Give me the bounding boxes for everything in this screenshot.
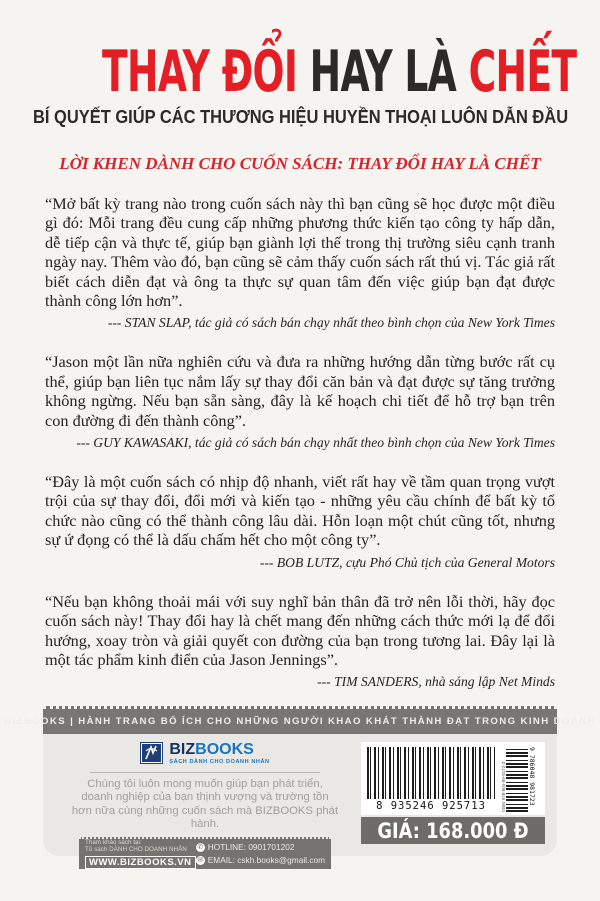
quote-attribution: --- TIM SANDERS, nhà sáng lập Net Minds [317, 674, 555, 690]
barcode-price [361, 742, 545, 856]
quote-block [45, 592, 555, 691]
email-text: EMAIL: cskh.books@gmail.com [207, 855, 325, 865]
book-title-part1: THAY ĐỔI [101, 39, 298, 105]
book-subtitle: BÍ QUYẾT GIÚP CÁC THƯƠNG HIỆU HUYỀN THOẠI LUÔN DẪN ĐẦU [33, 106, 569, 127]
testimonials [45, 194, 555, 690]
bizbooks-wordmark-text [169, 742, 269, 758]
publisher-card [43, 734, 557, 868]
quote-block [45, 194, 555, 331]
quote-text: “Đây là một cuốn sách có nhịp độ nhanh, viết rất hay về tầm quan trọng vượt trội của sự thay đổi, đổi mới và kiến tạo - những yêu cầu chính để bất kỳ tổ chức nào cũng có thể thành công lâu dài. Hỗn loạn một chút cũng tốt, nhưng sự ứ đọng có thể là dấu chấm hết cho một công ty”. [45, 472, 555, 550]
logo-tagline: SÁCH DÀNH CHO DOANH NHÂN [169, 759, 270, 765]
email-icon: ✉ [197, 856, 204, 864]
contact-box [79, 837, 331, 869]
contact-shelf-label: Tủ sách DÀNH CHO DOANH NHÂN [85, 846, 187, 853]
contact-ref-label: Tham khảo sách tại: [85, 838, 142, 846]
hotline-line [196, 842, 325, 852]
publisher-banner [4, 706, 596, 734]
phone-icon: ✆ [197, 843, 204, 851]
logo-books: BOOKS [195, 741, 254, 758]
praise-section-heading: LỜI KHEN DÀNH CHO CUỐN SÁCH: THAY ĐỔI HAY LÀ CHẾT [59, 154, 541, 173]
ean-barcode-bars [367, 747, 495, 799]
isbn-side-bars [506, 747, 528, 812]
divider [90, 772, 320, 773]
publisher-banner-text: BIZBOOKS | HÀNH TRANG BỔ ÍCH CHO NHỮNG NGƯỜI KHAO KHÁT THÀNH ĐẠT TRONG KINH DOANH [4, 716, 596, 727]
publisher-info [55, 741, 355, 868]
price-bar [361, 817, 545, 844]
barcode-box [361, 742, 545, 815]
quote-attribution: --- STAN SLAP, tác giả có sách bán chạy nhất theo bình chọn của New York Times [107, 315, 555, 331]
hotline-text: HOTLINE: 0901701202 [207, 842, 295, 852]
website-link: WWW.BIZBOOKS.VN [85, 856, 196, 869]
book-title-part2: HAY LÀ [309, 39, 457, 105]
quote-text: “Mở bất kỳ trang nào trong cuốn sách này thì bạn cũng sẽ học được một điều gì đó: Mỗi trang đều cung cấp những phương thức kiến tạo công ty hấp dẫn, dễ tiếp cận và thực tế, giúp bạn giành lợi thế trong thị trường siêu cạnh tranh ngày nay. Thêm vào đó, bạn cũng sẽ cảm thấy cuốn sách rất thú vị. Tác giả rất biết cách diễn đạt và ông ta thực sự quan tâm đến việc giúp bạn đạt được thành công lớn hơn”. [45, 194, 555, 311]
isbn-side-label: ISBN 978-604-89-8172-3 [501, 761, 506, 812]
quote-attribution: --- BOB LUTZ, cựu Phó Chủ tịch của General Motors [259, 554, 555, 570]
ean-barcode-digits: 8 935246 925713 [376, 800, 486, 812]
publisher-blurb: Chúng tôi luôn mong muốn giúp bạn phát triển, doanh nghiệp của bạn thịnh vượng và trường tồn hơn nữa cùng những cuốn sách mà BIZBOOKS phát hành. [71, 777, 339, 830]
isbn-side-digits: 9 786048 981723 [528, 747, 536, 806]
book-title-part3: CHẾT [468, 39, 577, 105]
quote-attribution: --- GUY KAWASAKI, tác giả có sách bán chạy nhất theo bình chọn của New York Times [76, 435, 555, 451]
quote-block [45, 472, 555, 571]
ean-barcode [367, 747, 495, 812]
contact-reference [85, 839, 196, 869]
bizbooks-logo [140, 742, 269, 766]
bizbooks-wordmark [169, 742, 269, 766]
logo-biz: BIZ [169, 741, 196, 758]
quote-block [45, 352, 555, 451]
publisher-footer [4, 706, 596, 868]
header [0, 0, 600, 174]
quote-text: “Jason một lần nữa nghiên cứu và đưa ra những hướng dẫn từng bước rất cụ thể, giúp bạn liên tục nắm lấy sự thay đổi căn bản và đạt được sự tăng trưởng không ngừng. Nếu bạn sẵn sàng, đây là kế hoạch chi tiết để hỗ trợ bạn trên con đường đi đến thành công”. [45, 352, 555, 430]
bizbooks-logo-icon [140, 742, 163, 764]
price-text: GIÁ: 168.000 Đ [377, 818, 529, 843]
quote-text: “Nếu bạn không thoải mái với suy nghĩ bản thân đã trở nên lỗi thời, hãy đọc cuốn sách này! Thay đổi hay là chết mang đến những cách thức mới lạ để đổi hướng, xoay tròn và giải quyết con đường của bạn trong tương lai. Đây lại là một tác phẩm kinh điển của Jason Jennings”. [45, 591, 555, 669]
isbn-side-barcode [501, 747, 535, 812]
email-line [196, 855, 325, 865]
book-title [101, 39, 577, 105]
contact-details [196, 842, 325, 865]
